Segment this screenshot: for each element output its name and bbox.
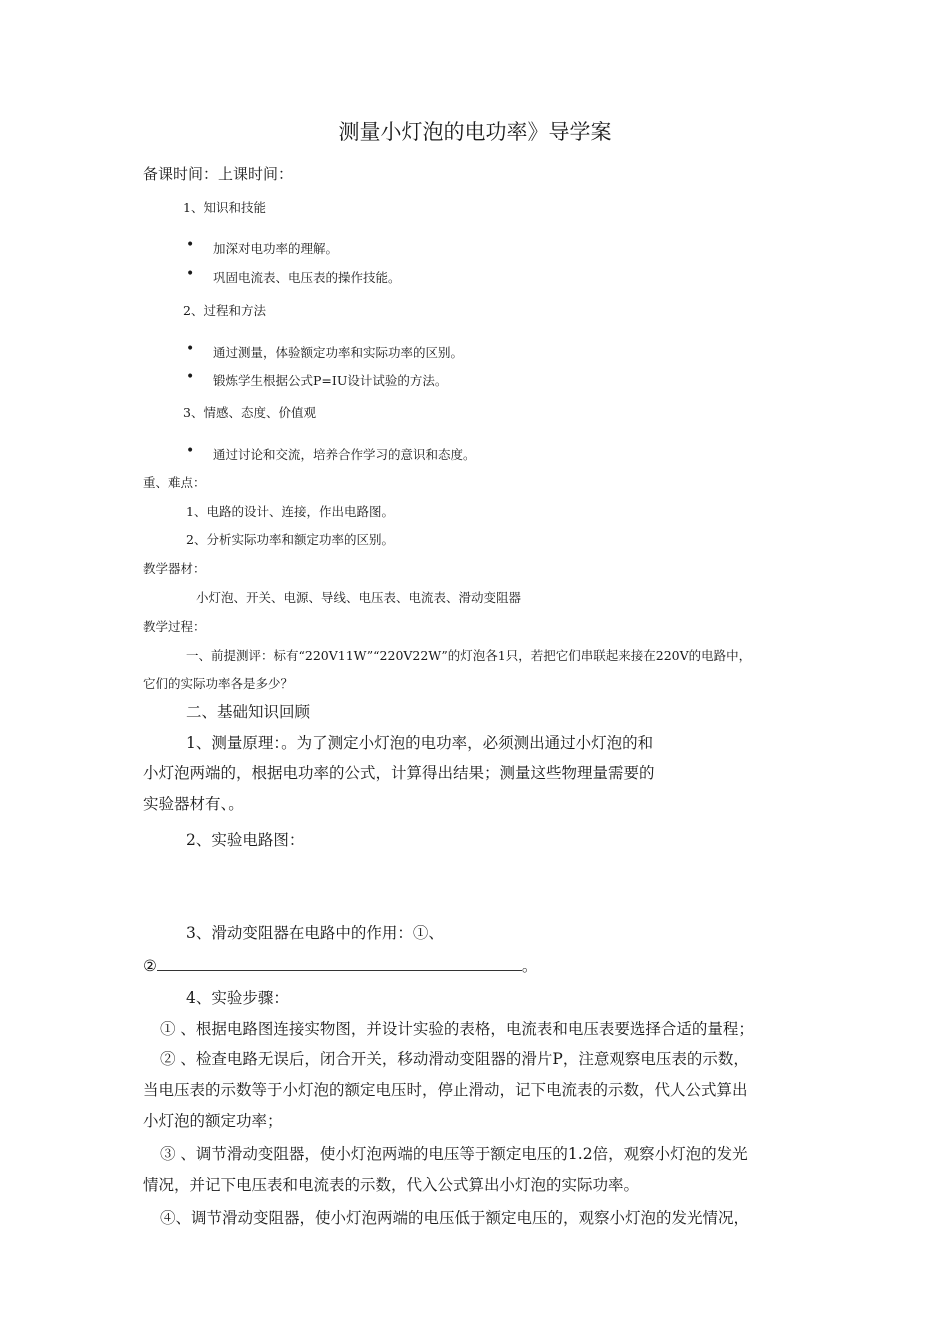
principle-line: 实验器材有、。 (143, 795, 244, 813)
keypoints-heading: 重、难点： (143, 475, 206, 490)
step-line: ③ 、调节滑动变阻器，使小灯泡两端的电压等于额定电压的1.2倍，观察小灯泡的发光 (160, 1145, 748, 1163)
bullet-icon: • (186, 369, 195, 385)
principle-line: 小灯泡两端的，根据电功率的公式，计算得出结果；测量这些物理量需要的 (143, 764, 655, 782)
period-mark: 。 (521, 957, 538, 975)
answer-blank[interactable] (157, 956, 522, 971)
step-line: 小灯泡的额定功率； (143, 1112, 283, 1130)
step-line: 当电压表的示数等于小灯泡的额定电压时，停止滑动，记下电流表的示数，代人公式算出 (143, 1081, 748, 1099)
pretest-line: 一、前提测评：标有“220V11W”“220V22W”的灯泡各1只，若把它们串联起来接在220V的电路中， (186, 648, 752, 663)
steps-heading: 4、实验步骤： (186, 989, 289, 1007)
objective-item: 通过测量，体验额定功率和实际功率的区别。 (213, 345, 464, 360)
rheostat-line-2 (143, 954, 537, 976)
objective-process-heading: 2、过程和方法 (183, 303, 266, 318)
bullet-icon: • (186, 341, 195, 357)
step-line: 情况，并记下电压表和电流表的示数，代入公式算出小灯泡的实际功率。 (143, 1176, 640, 1194)
document-title: 测量小灯泡的电功率》导学案 (338, 120, 612, 144)
equipment-list: 小灯泡、开关、电源、导线、电压表、电流表、滑动变阻器 (196, 590, 522, 605)
rheostat-line: 3、滑动变阻器在电路中的作用：①、 (186, 924, 444, 942)
objective-item: 通过讨论和交流，培养合作学习的意识和态度。 (213, 447, 476, 462)
objective-item: 锻炼学生根据公式P=IU设计试验的方法。 (213, 373, 448, 388)
process-heading: 教学过程： (143, 619, 206, 634)
step-line: ① 、根据电路图连接实物图，并设计实验的表格，电流表和电压表要选择合适的量程； (160, 1020, 754, 1038)
review-heading: 二、基础知识回顾 (186, 703, 311, 721)
objective-item: 巩固电流表、电压表的操作技能。 (213, 270, 401, 285)
step-line: ② 、检查电路无误后，闭合开关，移动滑动变阻器的滑片P，注意观察电压表的示数， (160, 1050, 749, 1068)
bullet-icon: • (186, 266, 195, 282)
objective-knowledge-heading: 1、知识和技能 (183, 200, 266, 215)
step-line: ④、调节滑动变阻器，使小灯泡两端的电压低于额定电压的，观察小灯泡的发光情况， (160, 1209, 750, 1227)
keypoint-item: 2、分析实际功率和额定功率的区别。 (186, 532, 394, 547)
pretest-line: 它们的实际功率各是多少？ (143, 676, 294, 691)
class-time-line: 备课时间：上课时间： (143, 165, 294, 183)
bullet-icon: • (186, 443, 195, 459)
objective-item: 加深对电功率的理解。 (213, 241, 339, 256)
keypoint-item: 1、电路的设计、连接，作出电路图。 (186, 504, 394, 519)
objective-emotion-heading: 3、情感、态度、价值观 (183, 405, 316, 420)
equipment-heading: 教学器材： (143, 561, 206, 576)
bullet-icon: • (186, 237, 195, 253)
principle-line: 1、测量原理：。为了测定小灯泡的电功率，必须测出通过小灯泡的和 (186, 734, 654, 752)
circled-two-mark: ② (143, 957, 157, 975)
circuit-diagram-heading: 2、实验电路图： (186, 831, 305, 849)
